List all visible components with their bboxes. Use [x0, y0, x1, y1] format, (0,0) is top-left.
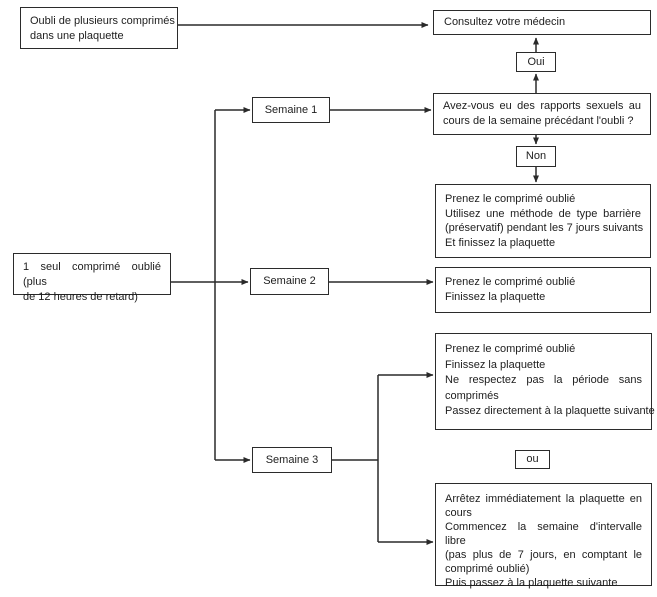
- node-text: Arrêtez immédiatement la plaquette en: [445, 493, 642, 505]
- node-text: Puis passez à la plaquette suivante: [445, 577, 618, 589]
- node-un-seul-comprime: [13, 253, 171, 303]
- node-text: Et finissez la plaquette: [445, 236, 556, 249]
- node-oui: [516, 52, 556, 72]
- node-oubli-multiple: [20, 7, 178, 49]
- node-ou: [515, 450, 550, 469]
- node-text: Prenez le comprimé oublié: [445, 193, 576, 205]
- node-text: Avez-vous eu des rapports sexuels au: [443, 100, 641, 112]
- node-semaine-1: [252, 97, 330, 123]
- node-semaine2-result: [435, 267, 651, 313]
- node-text: 1 seul comprimé oublié (plus: [23, 261, 161, 288]
- node-text: Utilisez une méthode de type barrière: [445, 207, 641, 220]
- node-text: Oubli de plusieurs comprimés: [30, 15, 175, 27]
- node-text: Commencez la semaine d'intervalle libre: [445, 521, 642, 547]
- node-text: Non: [525, 150, 547, 163]
- node-text: dans une plaquette: [30, 30, 124, 42]
- node-text: Finissez la plaquette: [445, 290, 546, 303]
- node-text: Ne respectez pas la période sans: [445, 374, 642, 386]
- node-text: Oui: [527, 55, 545, 68]
- node-text: (préservatif) pendant les 7 jours suivants: [445, 222, 644, 234]
- node-text: Prenez le comprimé oublié: [445, 343, 576, 355]
- node-text: cours de la semaine précédant l'oubli ?: [443, 115, 634, 127]
- node-text: Consultez votre médecin: [444, 16, 566, 29]
- node-text: comprimé oublié): [445, 563, 530, 575]
- node-text: Finissez la plaquette: [445, 358, 546, 371]
- node-semaine-3: [252, 447, 332, 473]
- node-text: ou: [526, 453, 539, 466]
- node-text: Semaine 1: [264, 103, 318, 116]
- node-semaine-2: [250, 268, 329, 295]
- node-text: Passez directement à la plaquette suivante: [445, 405, 655, 417]
- node-semaine3-option1: [435, 333, 655, 430]
- node-text: Semaine 2: [263, 275, 316, 288]
- node-text: comprimés: [445, 389, 499, 402]
- node-text: (pas plus de 7 jours, en comptant le: [445, 549, 642, 561]
- node-text: Prenez le comprimé oublié: [445, 276, 576, 288]
- node-text: Semaine 3: [265, 453, 319, 466]
- node-text: de 12 heures de retard): [23, 291, 138, 303]
- node-semaine1-result: [435, 184, 651, 258]
- node-consultez-medecin: [433, 10, 651, 35]
- node-non: [516, 146, 556, 167]
- node-semaine3-option2: [435, 483, 652, 589]
- node-text: cours: [445, 507, 472, 519]
- node-question-rapports: [433, 93, 651, 135]
